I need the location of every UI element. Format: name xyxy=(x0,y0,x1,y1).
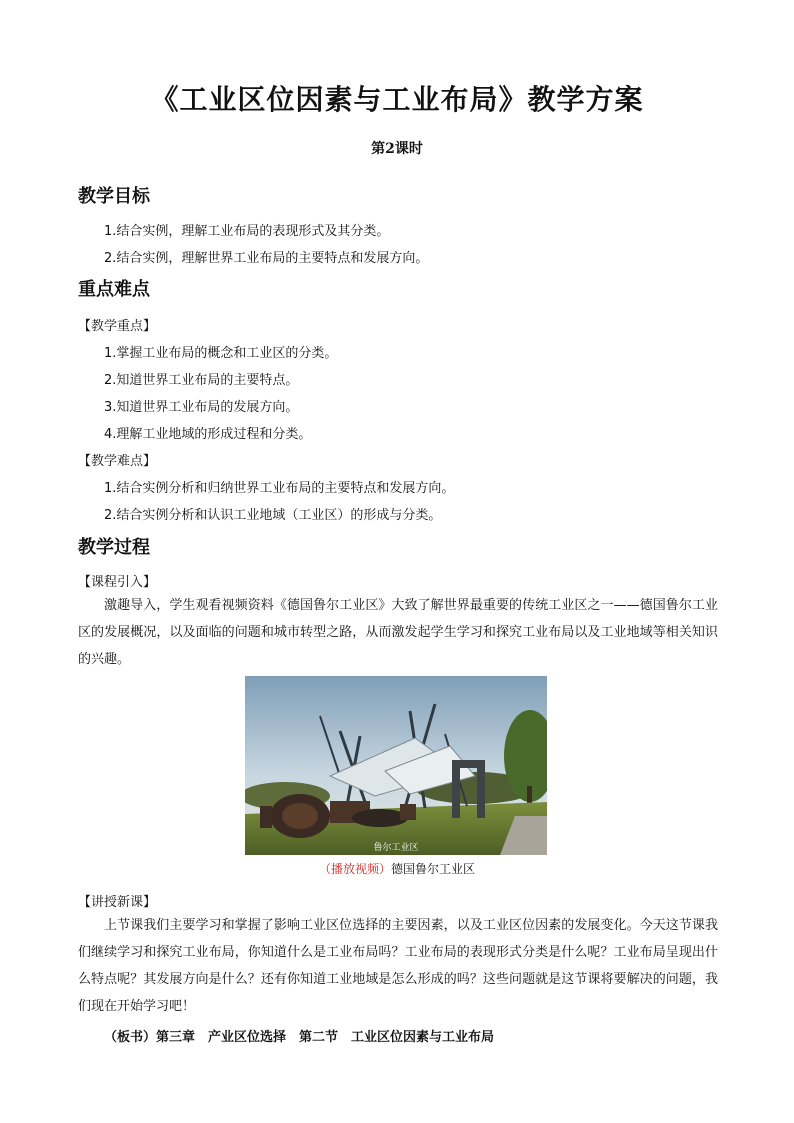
heading-objectives: 教学目标 xyxy=(78,186,150,207)
intro-paragraph: 激趣导入，学生观看视频资料《德国鲁尔工业区》大致了解世界最重要的传统工业区之一——德国鲁尔工业区的发展概况，以及面临的问题和城市转型之路，从而激发起学生学习和探究工业布局以及工业地域等相关知识的兴趣。 xyxy=(78,598,718,667)
ruhr-photo xyxy=(245,676,547,855)
key-point-item: 3.知道世界工业布局的发展方向。 xyxy=(104,400,299,415)
heading-process: 教学过程 xyxy=(78,537,150,558)
page-subtitle: 第2课时 xyxy=(371,141,423,157)
objective-item: 2.结合实例，理解世界工业布局的主要特点和发展方向。 xyxy=(104,251,429,266)
difficult-point-item: 2.结合实例分析和认识工业地域（工业区）的形成与分类。 xyxy=(104,508,442,523)
new-lesson-label: 【讲授新课】 xyxy=(78,895,157,910)
board-text: （板书）第三章 产业区位选择 第二节 工业区位因素与工业布局 xyxy=(104,1030,495,1045)
key-point-item: 4.理解工业地域的形成过程和分类。 xyxy=(104,427,312,442)
difficult-label: 【教学难点】 xyxy=(78,454,157,469)
photo-overlay-label: 鲁尔工业区 xyxy=(373,843,419,853)
objective-item: 1.结合实例，理解工业布局的表现形式及其分类。 xyxy=(104,224,390,239)
key-point-item: 2.知道世界工业布局的主要特点。 xyxy=(104,373,299,388)
key-label: 【教学重点】 xyxy=(78,319,157,334)
page-title: 《工业区位因素与工业布局》教学方案 xyxy=(150,83,644,116)
intro-label: 【课程引入】 xyxy=(78,575,157,590)
key-point-item: 1.掌握工业布局的概念和工业区的分类。 xyxy=(104,346,338,361)
heading-key-difficult: 重点难点 xyxy=(78,279,150,300)
difficult-point-item: 1.结合实例分析和归纳世界工业布局的主要特点和发展方向。 xyxy=(104,481,455,496)
new-lesson-paragraph: 上节课我们主要学习和掌握了影响工业区位选择的主要因素，以及工业区位因素的发展变化。今天这节课我们继续学习和探究工业布局，你知道什么是工业布局吗？工业布局的表现形式分类是什么呢？工业布局呈现出什么特点呢？其发展方向是什么？还有你知道工业地域是怎么形成的吗？这些问题就是这节课将要解决的问题，我们现在开始学习吧！ xyxy=(78,918,718,1014)
caption-text: 德国鲁尔工业区 xyxy=(391,862,476,876)
figure-caption xyxy=(0,860,794,877)
play-video-link[interactable]: （播放视频） xyxy=(318,862,391,876)
ruhr-photo-drawing xyxy=(245,676,547,855)
